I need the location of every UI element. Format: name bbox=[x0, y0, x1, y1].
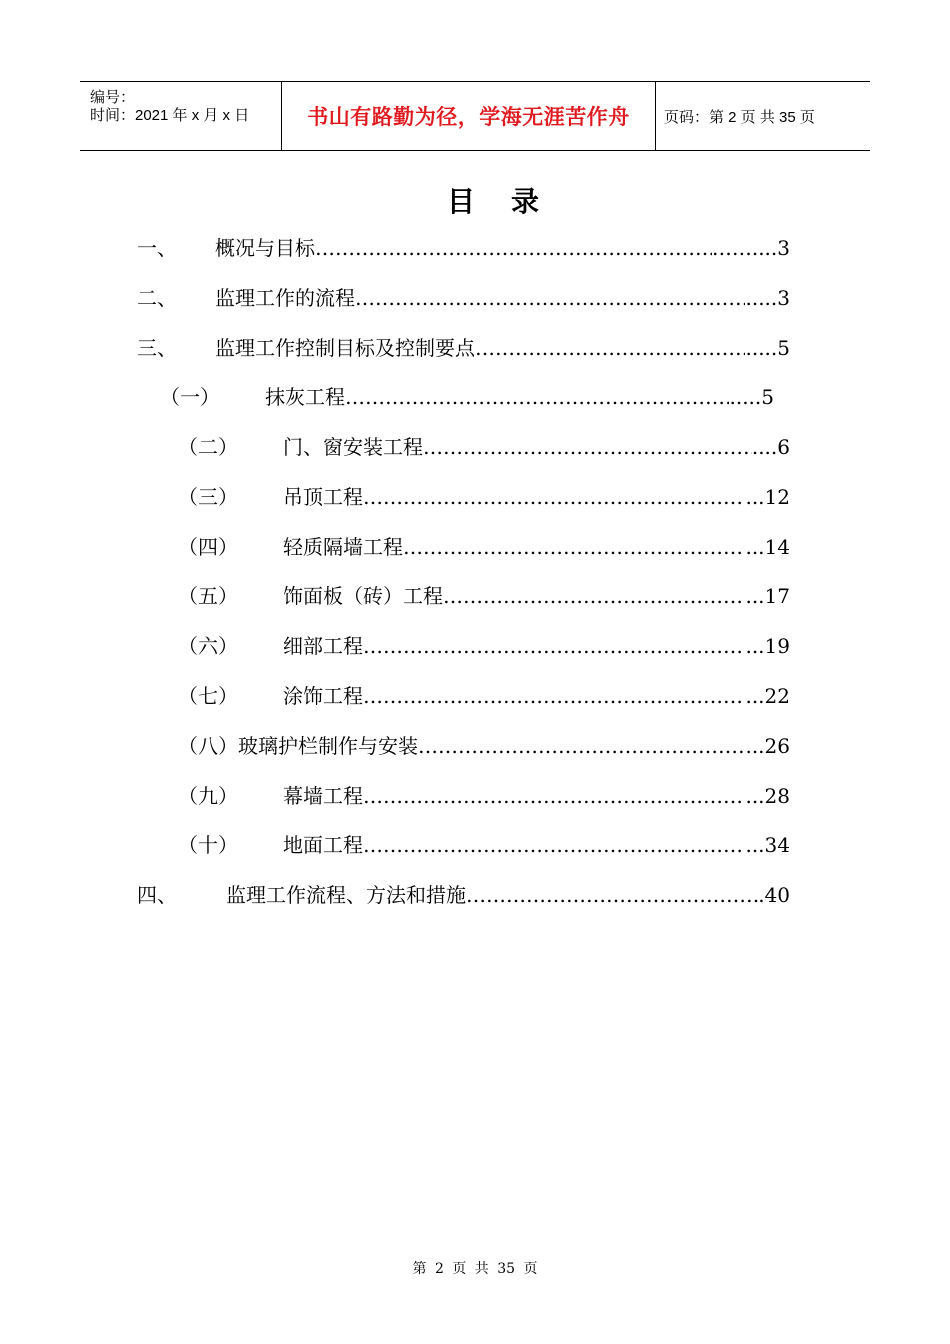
toc-page: .....5 bbox=[745, 336, 790, 360]
toc-text: 概况与目标 bbox=[215, 236, 315, 260]
toc-page: ...28 bbox=[745, 784, 790, 808]
toc-entry bbox=[283, 631, 790, 661]
toc-page: ……....3 bbox=[711, 236, 790, 260]
toc-number: （一） bbox=[160, 385, 220, 409]
toc-entry bbox=[283, 432, 790, 462]
toc-number: （七） bbox=[178, 684, 238, 708]
toc-number: 四、 bbox=[137, 883, 177, 907]
toc-entry bbox=[283, 482, 790, 512]
toc-entry bbox=[226, 880, 790, 910]
header-page-info: 页码：第 2 页 共 35 页 bbox=[664, 108, 815, 126]
toc-number: 三、 bbox=[137, 336, 177, 360]
motto-text: 书山有路勤为径，学海无涯苦作舟 bbox=[307, 105, 630, 129]
toc-leader bbox=[363, 631, 745, 661]
toc-number: 二、 bbox=[137, 286, 177, 310]
page-footer: 第 2 页 共 35 页 bbox=[412, 1261, 538, 1277]
toc-entry bbox=[283, 581, 790, 611]
toc-entry bbox=[283, 532, 790, 562]
toc-number: （五） bbox=[178, 584, 238, 608]
toc-page: ...19 bbox=[745, 634, 790, 658]
toc-number: （九） bbox=[178, 784, 238, 808]
toc-number: （二） bbox=[178, 435, 238, 459]
toc-row[interactable] bbox=[178, 482, 790, 512]
toc-page: ...12 bbox=[745, 485, 790, 509]
toc-entry bbox=[283, 830, 790, 860]
toc-row[interactable] bbox=[178, 731, 790, 761]
toc-entry bbox=[238, 731, 790, 761]
toc-text: 抹灰工程 bbox=[265, 385, 345, 409]
toc-row[interactable] bbox=[178, 581, 790, 611]
header-motto-cell bbox=[281, 82, 656, 150]
toc-leader bbox=[475, 333, 745, 363]
toc-page: .40 bbox=[758, 883, 790, 907]
toc-entry bbox=[215, 333, 790, 363]
toc-leader bbox=[418, 731, 745, 761]
toc-text: 吊顶工程 bbox=[283, 485, 363, 509]
toc-entry bbox=[215, 283, 790, 313]
toc-row[interactable] bbox=[178, 781, 790, 811]
toc-row[interactable] bbox=[160, 382, 774, 412]
toc-number: （八） bbox=[178, 734, 238, 758]
toc-leader bbox=[443, 581, 745, 611]
toc-leader bbox=[355, 283, 745, 313]
toc-entry bbox=[283, 681, 790, 711]
toc-row[interactable] bbox=[178, 681, 790, 711]
toc-text: 饰面板（砖）工程 bbox=[283, 584, 443, 608]
toc-text: 涂饰工程 bbox=[283, 684, 363, 708]
toc-leader bbox=[403, 532, 745, 562]
toc-leader bbox=[363, 830, 745, 860]
toc-row[interactable] bbox=[137, 283, 790, 313]
toc-text: 监理工作控制目标及控制要点 bbox=[215, 336, 475, 360]
toc-row[interactable] bbox=[178, 830, 790, 860]
toc-leader bbox=[363, 681, 745, 711]
toc-row[interactable] bbox=[178, 631, 790, 661]
toc-text: 地面工程 bbox=[283, 833, 363, 857]
toc-page: ...34 bbox=[745, 833, 790, 857]
toc-entry bbox=[215, 233, 790, 263]
toc-leader bbox=[423, 432, 752, 462]
toc-row[interactable] bbox=[137, 233, 790, 263]
time-label: 时间：2021 年 x 月 x 日 bbox=[90, 107, 250, 124]
header-meta bbox=[80, 82, 280, 150]
toc-number: （三） bbox=[178, 485, 238, 509]
toc-number: （六） bbox=[178, 634, 238, 658]
toc-row[interactable] bbox=[137, 880, 790, 910]
toc-number: 一、 bbox=[137, 236, 177, 260]
toc-page: ...22 bbox=[745, 684, 790, 708]
toc-leader bbox=[363, 482, 745, 512]
serial-label: 编号： bbox=[90, 89, 136, 106]
toc-text: 监理工作的流程 bbox=[215, 286, 355, 310]
toc-title: 目录 bbox=[446, 185, 575, 218]
toc-row[interactable] bbox=[137, 333, 790, 363]
toc-leader bbox=[466, 880, 758, 910]
toc-text: 监理工作流程、方法和措施 bbox=[226, 883, 466, 907]
toc-page: ...14 bbox=[745, 535, 790, 559]
toc-leader bbox=[315, 233, 712, 263]
toc-leader bbox=[363, 781, 745, 811]
toc-number: （四） bbox=[178, 535, 238, 559]
toc-page: ...17 bbox=[745, 584, 790, 608]
toc-text: 幕墙工程 bbox=[283, 784, 363, 808]
toc-entry bbox=[283, 781, 790, 811]
toc-text: 门、窗安装工程 bbox=[283, 435, 423, 459]
toc-page: .....3 bbox=[745, 286, 790, 310]
header-page-cell bbox=[655, 82, 870, 150]
toc-number: （十） bbox=[178, 833, 238, 857]
page-header bbox=[80, 81, 870, 151]
toc-leader bbox=[345, 382, 729, 412]
toc-text: 细部工程 bbox=[283, 634, 363, 658]
toc-text: 轻质隔墙工程 bbox=[283, 535, 403, 559]
toc-entry bbox=[265, 382, 774, 412]
toc-row[interactable] bbox=[178, 532, 790, 562]
toc-page: ....6 bbox=[751, 435, 790, 459]
toc-row[interactable] bbox=[178, 432, 790, 462]
toc-text: 玻璃护栏制作与安装 bbox=[238, 734, 418, 758]
toc-page: .....5 bbox=[729, 385, 774, 409]
toc-page: ...26 bbox=[745, 734, 790, 758]
